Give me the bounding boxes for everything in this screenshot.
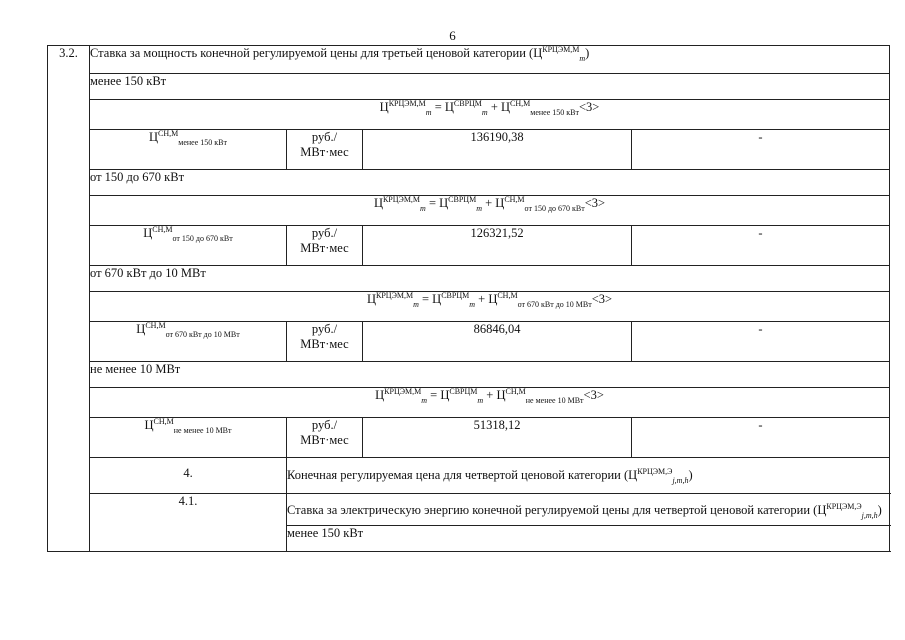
param-sup: СН,М: [153, 416, 174, 426]
formula-symbol: Ц: [444, 100, 454, 114]
param-sub: от 670 кВт до 10 МВт: [165, 329, 240, 339]
unit-line-2: МВт·мес: [300, 241, 349, 255]
param-cell: [90, 322, 287, 362]
formula-sup: СВРЦМ: [449, 386, 478, 396]
formula-symbol: Ц: [495, 196, 505, 210]
formula-sup: КРЦЭМ,М: [376, 290, 414, 300]
value-row: [48, 226, 890, 266]
row-number-3-2: 3.2.: [48, 46, 90, 552]
unit-cell: [287, 418, 363, 458]
param-sub: не менее 10 МВт: [173, 425, 232, 435]
extra-cell: -: [632, 226, 890, 266]
row-4-1: [48, 494, 890, 526]
formula-symbol: Ц: [488, 292, 498, 306]
formula-sup: КРЦЭМ,М: [382, 194, 421, 204]
formula-equals: =: [421, 292, 430, 306]
formula-symbol: Ц: [439, 196, 449, 210]
formula-note: <3>: [579, 100, 600, 114]
row-4: [48, 458, 890, 494]
formula-sub: не менее 10 МВт: [525, 395, 584, 405]
unit-line-2: МВт·мес: [300, 433, 349, 447]
formula-symbol: Ц: [379, 100, 389, 114]
formula-sub: m: [421, 395, 428, 405]
symbol-sup: КРЦЭМ,Э: [637, 466, 673, 476]
row-3-2-title-cell: Ставка за мощность конечной регулируемой цены для третьей ценовой категории $(Ц^{КРЦЭМ,М}_m)$: [90, 46, 890, 74]
formula-plus: +: [486, 388, 494, 402]
unit-line-1: руб./: [311, 322, 338, 336]
unit-line-1: руб./: [311, 130, 338, 144]
unit-line-2: МВт·мес: [300, 337, 349, 351]
page-number: 6: [449, 28, 456, 43]
row-title: Ставка за мощность конечной регулируемой цены для третьей ценовой категории: [90, 46, 526, 60]
param-sup: СН,М: [145, 320, 166, 330]
unit-cell: [287, 322, 363, 362]
formula-equals: =: [430, 388, 438, 402]
formula-plus: +: [490, 100, 498, 114]
param-cell: [90, 130, 287, 170]
param-sup: СН,М: [152, 224, 173, 234]
formula-symbol: Ц: [501, 100, 511, 114]
row-3-2: [48, 46, 890, 74]
formula-sup: СВРЦМ: [453, 98, 482, 108]
formula-sup: СН,М: [505, 386, 526, 396]
param-symbol: Ц: [143, 226, 153, 240]
formula: [90, 388, 890, 418]
unit-line-1: руб./: [311, 418, 338, 432]
section-heading: от 150 до 670 кВт: [90, 170, 890, 196]
value-cell: 51318,12: [363, 418, 632, 458]
formula-note: <3>: [583, 388, 604, 402]
row-number-4-1: 4.1.: [90, 494, 287, 552]
formula-note: <3>: [591, 292, 613, 306]
symbol-sup: КРЦЭМ,Э: [826, 501, 862, 511]
formula-equals: =: [428, 196, 437, 210]
symbol-sup: КРЦЭМ,М: [542, 44, 580, 54]
formula-sub: m: [413, 299, 419, 309]
tariff-table: [47, 45, 890, 552]
extra-cell: -: [632, 322, 890, 362]
param-sup: СН,М: [158, 128, 179, 138]
formula-sub: m: [420, 203, 426, 213]
param-sub: от 150 до 670 кВт: [172, 233, 233, 243]
formula-symbol: Ц: [432, 292, 442, 306]
formula-plus: +: [478, 292, 486, 306]
formula-sup: СН,М: [504, 194, 525, 204]
row-title: Ставка за электрическую энергию конечной регулируемой цены для четвертой ценовой категории: [287, 503, 811, 517]
param-sub: менее 150 кВт: [178, 137, 227, 147]
formula: [90, 196, 890, 226]
param-cell: [90, 226, 287, 266]
section-heading: не менее 10 МВт: [90, 362, 890, 388]
extra-cell: -: [632, 130, 890, 170]
param-cell: [90, 418, 287, 458]
row-4-title-cell: Конечная регулируемая цена для четвертой ценовой категории $(Ц^{КРЦЭМ,Э}_{j,m,h})$: [287, 458, 890, 494]
formula-symbol: Ц: [440, 388, 450, 402]
formula-sup: СВРЦМ: [441, 290, 470, 300]
row-4-1-title-cell: Ставка за электрическую энергию конечной регулируемой цены для четвертой ценовой категории $(Ц^{КРЦЭМ,Э}_{j,m,h})$: [287, 494, 890, 526]
section-heading: от 670 кВт до 10 МВт: [90, 266, 890, 292]
section-heading: менее 150 кВт: [90, 74, 890, 100]
formula-symbol: Ц: [375, 388, 385, 402]
row-title: Конечная регулируемая цена для четвертой ценовой категории: [287, 468, 621, 482]
value-row: [48, 322, 890, 362]
formula-sup: КРЦЭМ,М: [388, 98, 426, 108]
formula-sub: от 150 до 670 кВт: [524, 203, 585, 213]
formula-sub: m: [425, 107, 432, 117]
unit-cell: [287, 226, 363, 266]
formula-sup: СН,М: [510, 98, 531, 108]
unit-cell: [287, 130, 363, 170]
formula-sup: КРЦЭМ,М: [384, 386, 422, 396]
formula: [90, 292, 890, 322]
formula-sup: СН,М: [497, 290, 518, 300]
formula-sub: m: [469, 299, 475, 309]
formula-equals: =: [434, 100, 442, 114]
value-row: [48, 130, 890, 170]
symbol-sub: m: [579, 53, 586, 63]
formula-symbol: Ц: [496, 388, 506, 402]
symbol-sub: j,m,h: [672, 475, 689, 485]
extra-cell: -: [632, 418, 890, 458]
value-cell: 126321,52: [363, 226, 632, 266]
formula: [90, 100, 890, 130]
formula-note: <3>: [584, 196, 606, 210]
value-row: [48, 418, 890, 458]
symbol-sub: j,m,h: [861, 510, 878, 520]
formula-sub: менее 150 кВт: [530, 107, 579, 117]
formula-sub: m: [477, 395, 484, 405]
value-cell: 136190,38: [363, 130, 632, 170]
section-heading: менее 150 кВт: [287, 526, 890, 552]
unit-line-1: руб./: [311, 226, 338, 240]
formula-sub: m: [481, 107, 488, 117]
formula-sub: m: [476, 203, 482, 213]
param-symbol: Ц: [144, 418, 154, 432]
formula-symbol: Ц: [366, 292, 376, 306]
symbol-base: Ц: [533, 46, 543, 60]
formula-sub: от 670 кВт до 10 МВт: [517, 299, 592, 309]
value-cell: 86846,04: [363, 322, 632, 362]
formula-sup: СВРЦМ: [448, 194, 477, 204]
formula-symbol: Ц: [373, 196, 383, 210]
param-symbol: Ц: [149, 130, 159, 144]
symbol-base: Ц: [628, 468, 638, 482]
param-symbol: Ц: [136, 322, 146, 336]
symbol-base: Ц: [817, 503, 827, 517]
row-number-4: 4.: [90, 458, 287, 494]
formula-plus: +: [485, 196, 493, 210]
unit-line-2: МВт·мес: [300, 145, 349, 159]
